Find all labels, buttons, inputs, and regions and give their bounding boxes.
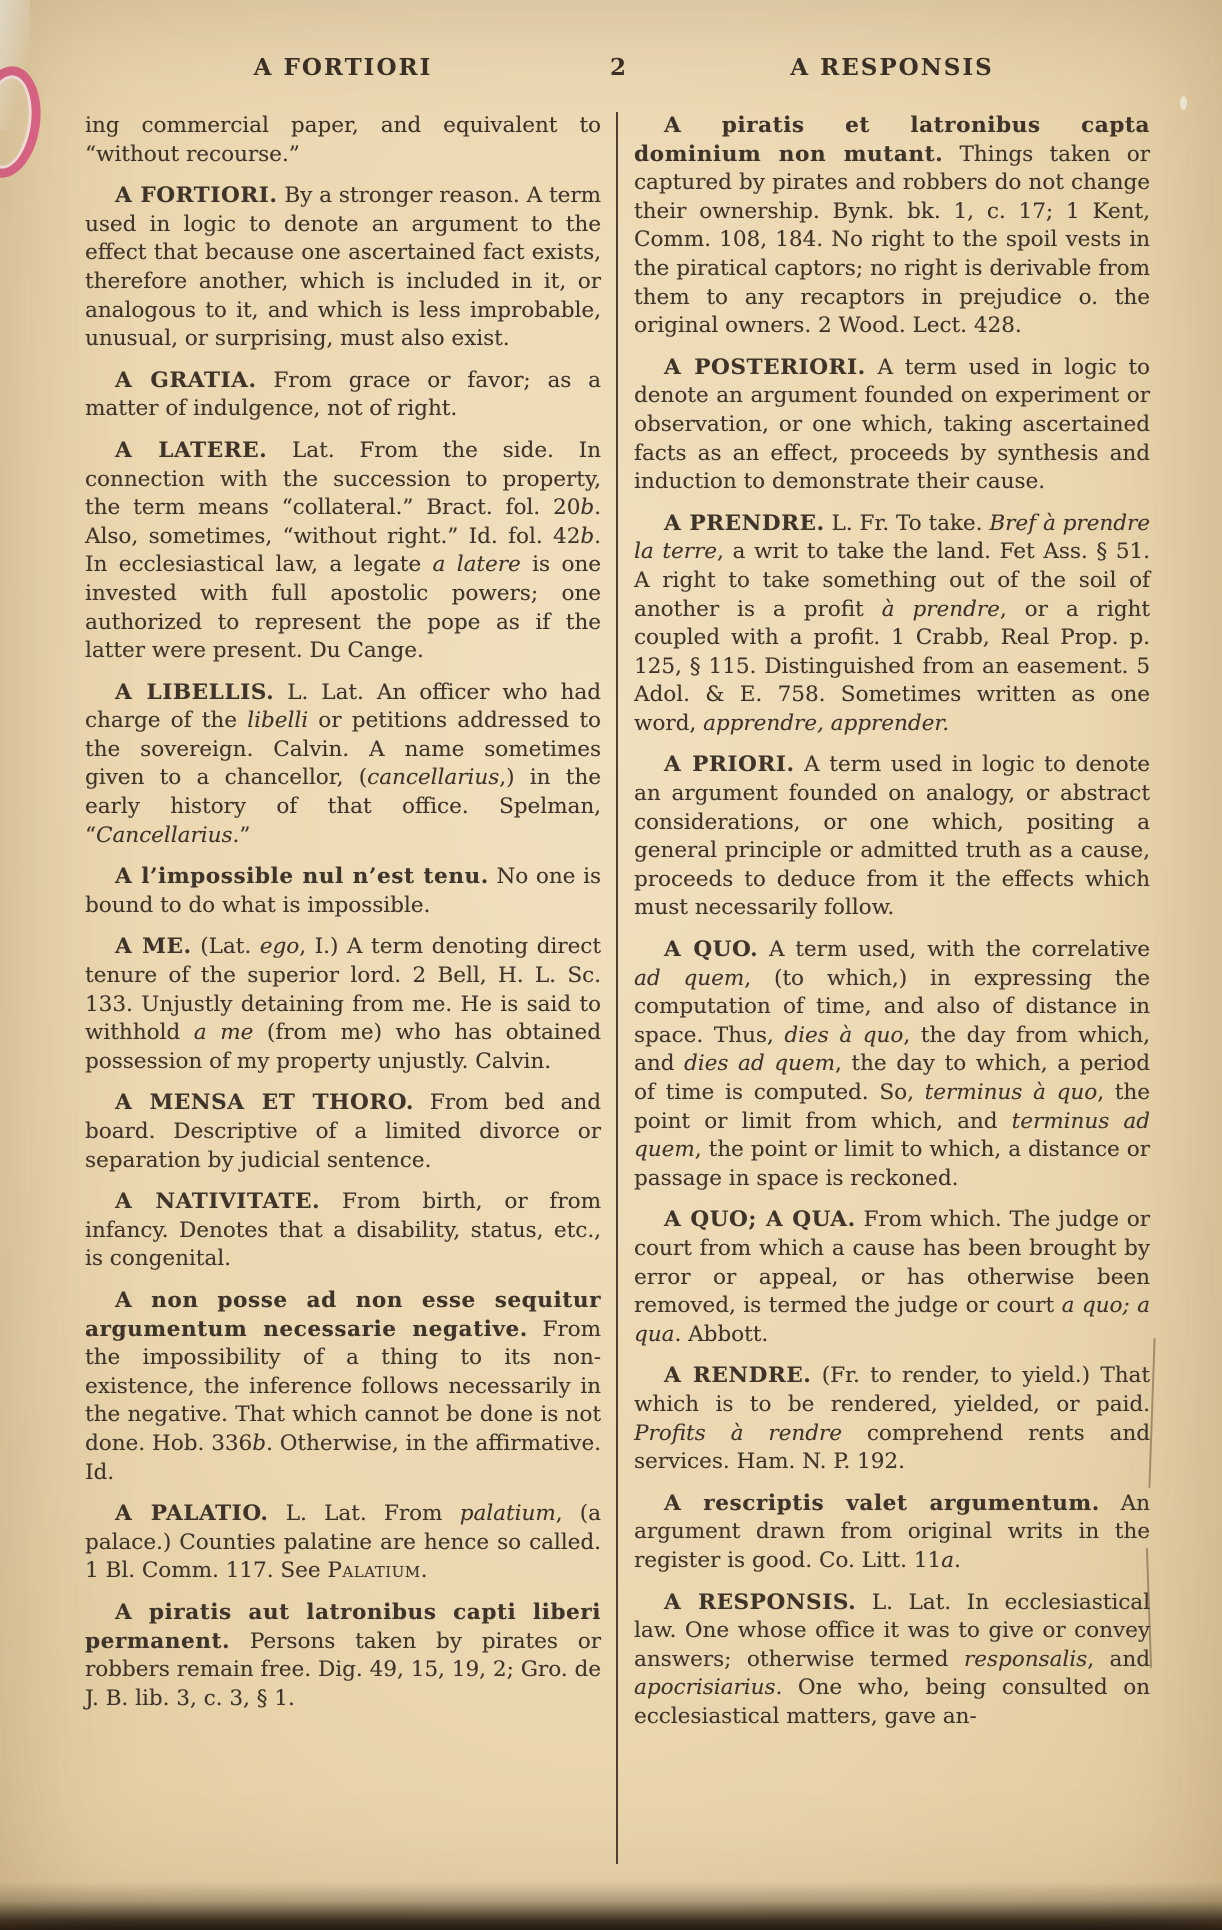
text-segment: a latere (432, 552, 521, 578)
text-segment: Things taken or captured by pirates and robbers do not change their ownership. Bynk. bk. 1, c. 17; 1 Kent, Comm. 108, 184. No right to the spoil vests in the piratical captors; no right is derivable from them to any recaptors in prejudice o. the original owners. 2 Wood. Lect. 428. (634, 141, 1150, 339)
text-segment: or petitions addressed to the sovereign. Calvin. A name sometimes given to a chancellor, ( (85, 708, 601, 791)
text-segment: L. Fr. To take. (824, 510, 990, 536)
text-segment: No one is bound to do what is impossible. (85, 864, 601, 918)
text-segment: ad quem (634, 965, 745, 991)
text-segment: a me (193, 1020, 254, 1046)
text-segment: apocrisiarius (634, 1675, 776, 1701)
text-segment: , I.) A term denoting direct tenure of the superior lord. 2 Bell, H. L. Sc. 133. Unjustly detaining from me. He is said to withhold (85, 934, 601, 1046)
entry-headword: A RESPONSIS. (664, 1589, 857, 1615)
page-number: 2 (609, 54, 626, 81)
entry-a-gratia (85, 367, 601, 424)
entry-a-posteriori (634, 354, 1150, 497)
entry-a-priori (634, 751, 1150, 923)
entry-a-rescriptis (634, 1490, 1150, 1576)
entry-a-rendre (634, 1362, 1150, 1476)
entry-headword: A POSTERIORI. (664, 354, 866, 380)
text-segment: comprehend rents and services. Ham. N. P. 192. (634, 1420, 1150, 1475)
entry-headword: A piratis aut latronibus capti liberi permanent. (85, 1599, 601, 1654)
text-segment: responsalis (963, 1646, 1088, 1672)
entry-a-prendre (634, 510, 1150, 739)
text-segment: Palatium. (327, 1558, 428, 1584)
entry-a-palatio (85, 1500, 601, 1586)
text-segment: , the point or limit to which, a distance or passage in space is reckoned. (634, 1137, 1150, 1191)
entry-a-me (85, 933, 601, 1076)
text-segment: . Abbott. (674, 1321, 769, 1347)
text-segment: b (252, 1430, 266, 1456)
text-segment: à prendre (881, 596, 1000, 622)
text-segment: Persons taken by pirates or robbers remain free. Dig. 49, 15, 19, 2; Gro. de J. B. lib. 3, c. 3, § 1. (85, 1628, 601, 1711)
entry-headword: A GRATIA. (115, 367, 257, 393)
text-segment: , a writ to take the land. Fet Ass. § 51. A right to take something out of the soil of another is a profit (634, 539, 1151, 622)
text-segment: A term used in logic to denote an argument founded on experiment or observation, or one which, taking ascertained facts as an effect, proceeds by synthesis and induction to demonstrate their cause. (634, 354, 1150, 495)
text-segment: . Otherwise, in the affirmative. Id. (85, 1430, 602, 1485)
text-segment: dies à quo (784, 1022, 904, 1048)
text-segment: Cancellarius. (96, 822, 240, 848)
text-segment: , the day to which, a period of time is computed. So, (634, 1051, 1150, 1105)
entry-a-fortiori (85, 182, 601, 354)
entry-a-quo-a-qua (634, 1206, 1150, 1349)
text-segment: b (580, 495, 595, 521)
entry-headword: A FORTIORI. (115, 183, 278, 209)
entry-a-piratis-aut-latronibus (85, 1599, 601, 1713)
entry-headword: A piratis et latronibus capta dominium non mutant. (634, 113, 1150, 167)
column-divider-rule (616, 112, 618, 1864)
entry-headword: A MENSA ET THORO. (115, 1090, 414, 1116)
text-segment: terminus ad quem (634, 1108, 1150, 1163)
entry-a-nativitate (85, 1188, 601, 1274)
text-segment: b (580, 523, 595, 549)
entry-headword: A LIBELLIS. (115, 679, 275, 705)
text-segment: From which. The judge or court from which a cause has been brought by error or appeal, or has otherwise been removed, is termed the judge or court (634, 1207, 1150, 1319)
text-segment: L. Lat. From (268, 1501, 460, 1527)
text-segment: a (941, 1547, 954, 1573)
running-head-left: A FORTIORI (253, 54, 433, 81)
text-segment: is one invested with full apostolic powers; one authorized to represent the pope as if the latter were present. Du Cange. (85, 552, 601, 664)
text-segment: Profits à rendre (634, 1420, 842, 1446)
text-segment: ego (259, 934, 300, 960)
text-segment: , or a right coupled with a profit. 1 Crabb, Real Prop. p. 125, § 115. Distinguished from an easement. 5 Adol. & E. 758. Sometimes written as one word, (634, 596, 1151, 736)
entry-headword: A ME. (115, 934, 192, 960)
text-segment: (from me) who has obtained possession of my property unjustly. Calvin. (85, 1020, 602, 1074)
entry-headword: A QUO; A QUA. (664, 1207, 856, 1233)
text-segment: An argument drawn from original writs in the register is good. Co. Litt. 11 (634, 1490, 1150, 1573)
entry-headword: A non posse ad non esse sequitur argumentum necessarie negative. (85, 1287, 601, 1342)
entry-a-mensa-et-thoro (85, 1089, 601, 1175)
continuation-ing-commercial-paper (85, 112, 601, 169)
text-segment: libelli (247, 708, 309, 734)
text-segment: , the point or limit from which, and (634, 1080, 1150, 1134)
text-segment: From birth, or from infancy. Denotes that a disability, status, etc., is congenital. (85, 1189, 602, 1272)
entry-a-responsis (634, 1589, 1150, 1732)
text-segment: ing commercial paper, and equivalent to “without recourse.” (85, 113, 601, 167)
entry-headword: A rescriptis valet argumentum. (664, 1490, 1100, 1516)
right-column (634, 112, 1150, 1744)
entry-a-non-posse (85, 1287, 601, 1487)
entry-headword: A PRIORI. (664, 752, 795, 778)
entry-headword: A NATIVITATE. (115, 1189, 321, 1215)
text-segment: dies ad quem (684, 1051, 835, 1077)
text-segment: . Also, sometimes, “without right.” Id. fol. 42 (85, 495, 601, 549)
entry-headword: A PALATIO. (115, 1501, 269, 1527)
bottom-scan-shadow (0, 1882, 1222, 1930)
entry-a-libellis (85, 679, 601, 851)
entry-headword: A QUO. (664, 937, 759, 963)
text-segment: From bed and board. Descriptive of a limited divorce or separation by judicial sentence. (85, 1090, 601, 1173)
text-segment: , (a palace.) Counties palatine are hence so called. 1 Bl. Comm. 117. See (85, 1501, 602, 1584)
text-segment: palatium (459, 1501, 556, 1527)
text-segment: L. Lat. An officer who had charge of the (85, 679, 601, 734)
text-segment: L. Lat. In ecclesiastical law. One whose office it was to give or convey answers; otherwise termed (634, 1589, 1150, 1672)
text-segment: . One who, being consulted on ecclesiastical matters, gave an- (634, 1675, 1150, 1729)
text-segment: (Fr. to render, to yield.) That which is to be rendered, yielded, or paid. (634, 1363, 1150, 1417)
text-segment: Bref à prendre la terre (634, 510, 1150, 565)
text-segment: ,) in the early history of that office. Spelman, “ (85, 765, 602, 848)
text-segment: . In ecclesiastical law, a legate (85, 523, 601, 578)
text-segment: cancellarius (367, 765, 500, 791)
entry-a-latere (85, 437, 601, 666)
text-segment: terminus à quo (924, 1080, 1098, 1105)
text-segment: From the impossibility of a thing to its non-existence, the inference follows necessarily in the negative. That which cannot be done is not done. Hob. 336 (85, 1316, 601, 1456)
text-segment: A term used in logic to denote an argument founded on analogy, or abstract considerations, or one which, positing a general principle or admitted truth as a cause, proceeds to deduce from it the effects which must necessarily follow. (634, 752, 1150, 921)
running-head-right: A RESPONSIS (790, 54, 994, 81)
text-segment: By a stronger reason. A term used in logic to denote an argument to the effect that because one ascertained fact exists, therefore another, which is included in it, or analogous to it, and which is less improbable, unusual, or surprising, must also exist. (85, 183, 601, 352)
entry-headword: A RENDRE. (664, 1363, 812, 1389)
entry-a-limpossible (85, 863, 601, 920)
entry-a-quo (634, 936, 1150, 1193)
text-segment: , and (1087, 1646, 1150, 1672)
entry-headword: A PRENDRE. (664, 510, 825, 536)
entry-headword: A l’impossible nul n’est tenu. (115, 864, 489, 890)
entry-a-piratis-et-latronibus (634, 112, 1150, 341)
entry-headword: A LATERE. (115, 437, 268, 463)
text-segment: (Lat. (191, 934, 260, 960)
text-segment: A term used, with the correlative (758, 937, 1150, 963)
paper-speck (1180, 96, 1187, 110)
text-segment: a quo; a qua (634, 1293, 1150, 1347)
text-segment: apprendre, apprender. (703, 710, 950, 736)
text-segment: , (to which,) in expressing the computation of time, and also of distance in space. Thus, (634, 965, 1150, 1048)
text-segment: From grace or favor; as a matter of indulgence, not of right. (85, 367, 601, 422)
text-segment: , the day from which, and (634, 1022, 1150, 1077)
pink-ribbon-marker (0, 62, 47, 182)
text-segment: ” (239, 822, 251, 848)
text-segment: Lat. From the side. In connection with the succession to property, the term means “collateral.” Bract. fol. 20 (85, 437, 601, 521)
left-column (85, 112, 601, 1726)
text-segment: . (953, 1547, 961, 1573)
